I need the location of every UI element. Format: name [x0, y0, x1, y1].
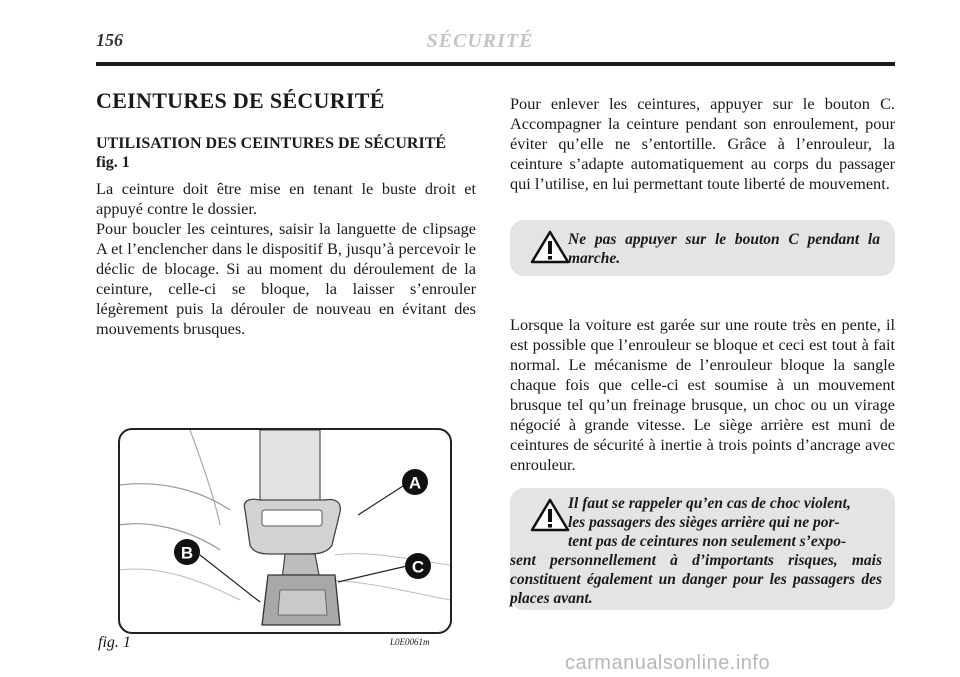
section-heading: SÉCURITÉ [426, 30, 534, 52]
header-rule [96, 62, 895, 66]
callout-a-label: A [408, 473, 422, 493]
left-paragraph-2: Pour boucler les ceintures, saisir la languette de clipsage A et l’enclencher dans le dispositif B, jusqu’à percevoir le déclic de blocage. Si au moment du déroulement de la ceinture, celle-ci se bloque, la laisser s’enrouler légèrement puis la dérouler de nouveau en évitant des mouvements brusques. [96, 219, 476, 338]
main-title: CEINTURES DE SÉCURITÉ [96, 88, 385, 113]
warning-text-2-rest: sent personnellement à d’importants risques, mais constituent également un danger pour les passagers des places avant. [510, 552, 882, 607]
warning-text-2-line: Il faut se rappeler qu’en cas de choc violent, [568, 495, 851, 512]
right-paragraph-2: Lorsque la voiture est garée sur une route très en pente, il est possible que l’enrouleur se bloque et ceci est tout à fait normal. Le mécanisme de l’enrouleur bloque la sangle chaque fois que celle-ci est soumise à un mouvement brusque tel qu’un freinage brusque, un choc ou un virage négocié à grande vitesse. Le siège arrière est muni de ceintures de sécurité à inertie à trois points d’ancrage avec enrouleur. [510, 315, 895, 474]
warning-box-2 [510, 488, 895, 610]
warning-triangle-icon [530, 230, 570, 264]
subtitle-figref: fig. 1 [96, 154, 130, 171]
callout-b-label: B [180, 543, 194, 563]
left-paragraph-1: La ceinture doit être mise en tenant le buste droit et appuyé contre le dossier. [96, 179, 476, 218]
subtitle-line: UTILISATION DES CEINTURES DE SÉCURITÉ [96, 135, 447, 152]
warning-text-2-line: tent pas de ceintures non seulement s’expo- [568, 533, 847, 550]
callout-c [405, 553, 431, 579]
figure-caption: fig. 1 [98, 634, 131, 651]
seatbelt-illustration [120, 430, 450, 632]
callout-c-label: C [411, 557, 425, 577]
warning-box-1 [510, 220, 895, 276]
warning-text-2-line: les passagers des sièges arrière qui ne por- [568, 514, 840, 531]
callout-b [174, 539, 200, 565]
callout-a [402, 469, 428, 495]
seatbelt-figure [118, 428, 452, 634]
watermark: carmanualsonline.info [565, 652, 771, 674]
figure-code: L0E0061m [390, 637, 430, 647]
warning-text-1: Ne pas appuyer sur le bouton C pendant la marche. [568, 231, 880, 267]
right-paragraph-1: Pour enlever les ceintures, appuyer sur le bouton C. Accompagner la ceinture pendant son enroulement, pour éviter qu’elle ne s’entortille. Grâce à l’enrouleur, la ceinture s’adapte automatiquement au corps du passager qui l’utilise, en lui permettant toute liberté de mouvement. [510, 94, 895, 193]
page-number: 156 [96, 30, 123, 50]
warning-triangle-icon [530, 498, 570, 532]
subtitle [96, 134, 446, 172]
warning-text-2-lead [568, 494, 886, 551]
